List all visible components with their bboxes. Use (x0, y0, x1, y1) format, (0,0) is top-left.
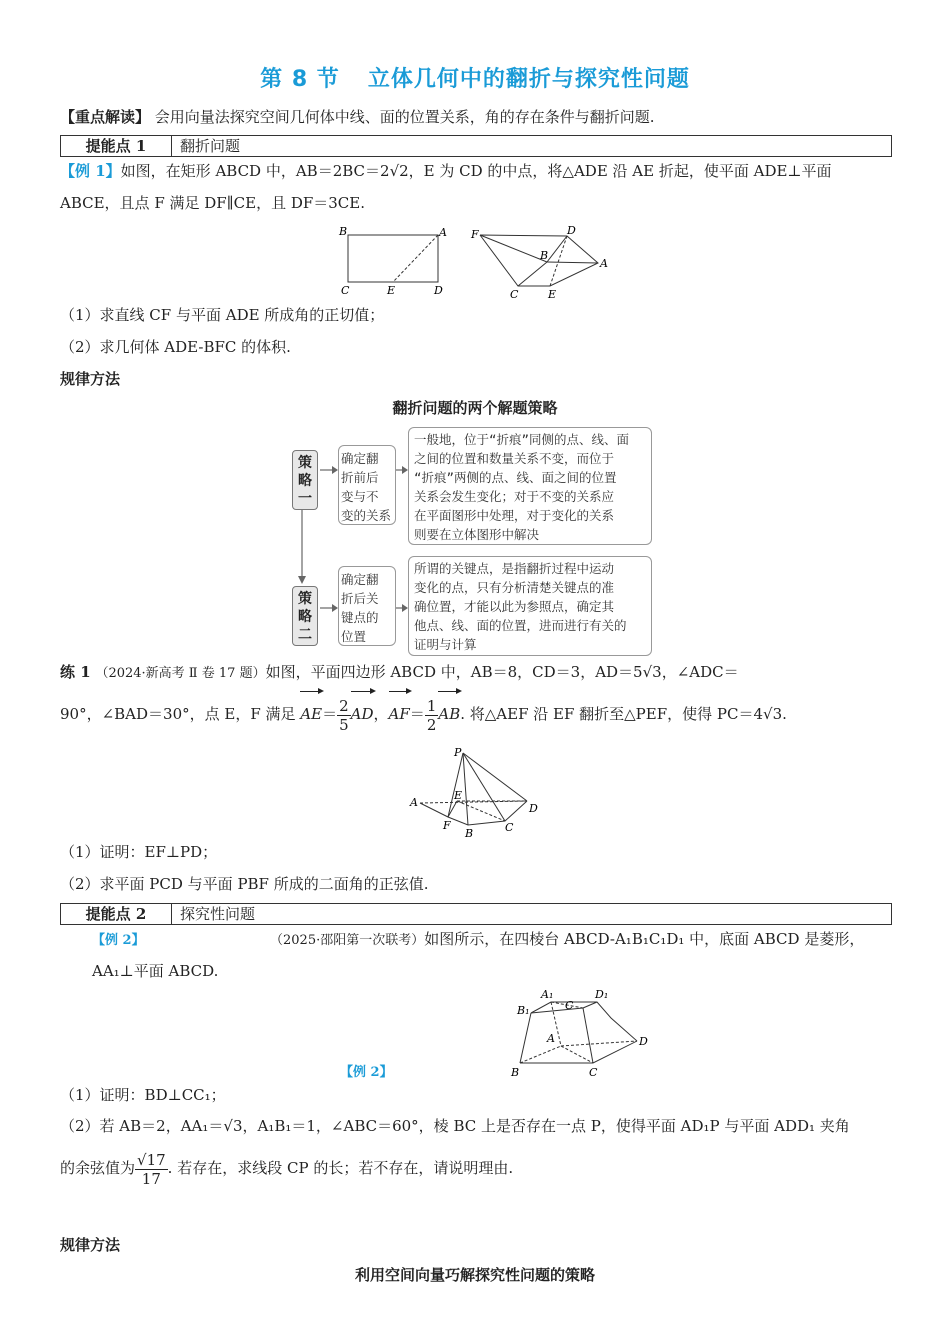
section-name: 立体几何中的翻折与探究性问题 (367, 67, 690, 92)
strategy-1-detail (408, 427, 652, 545)
label-d: D (639, 1035, 648, 1048)
example-1-line-2: ABCE，且点 F 满足 DF∥CE，且 DF＝3CE. (60, 194, 366, 212)
label-d1: D₁ (595, 988, 609, 1001)
focus-text: 会用向量法探究空间几何体中线、面的位置关系，角的存在条件与翻折问题. (154, 108, 655, 126)
vector-ad: AD (351, 694, 374, 734)
example-2-question-2-text-1: 的余弦值为 (60, 1159, 136, 1177)
practice-1-line-1 (60, 662, 739, 684)
fraction-denominator: 2 (426, 715, 437, 734)
practice-1-figure (405, 745, 555, 840)
label-a1: A₁ (541, 988, 554, 1001)
practice-1-line-2: 90°，∠BAD＝30°，点 E，F 满足 AE＝ $\frac{2}{5}$ AD，AF＝ $\frac{1}{2}$ AB. 将△AEF 沿 EF 翻折至△PEF，使得 PC＝4√3. (60, 694, 787, 734)
example-2-figure-caption-text: 【例 2】 (340, 1065, 393, 1080)
label-d: D (529, 802, 538, 815)
method-2-heading: 利用空间向量巧解探究性问题的策略 (354, 1266, 595, 1284)
example-1-figures (335, 222, 625, 304)
strategy-1-tag-char: 一 (298, 491, 312, 507)
label-b: B (339, 225, 348, 238)
strategy-1-tag-char: 策 (298, 455, 312, 471)
focus-line (60, 107, 655, 127)
folded-figure (480, 235, 598, 286)
strategy-1-detail-line: 关系会发生变化；对于不变的关系应 (414, 489, 615, 504)
method-2-label: 规律方法 (60, 1236, 121, 1254)
strategy-2-summary-line: 折后关 (341, 591, 379, 606)
practice-1-text-3: . 将△AEF 沿 EF 翻折至△PEF，使得 PC＝4√3. (460, 705, 787, 723)
example-2-line-1 (270, 929, 864, 951)
strategy-1-detail-line: 则要在立体图形中解决 (414, 527, 540, 542)
example-2-figure-caption (340, 1063, 393, 1083)
vector-ae: AE (300, 694, 322, 734)
strategy-2-tag-char: 略 (298, 609, 312, 625)
strategy-1-detail-line: “折痕”两侧的点、线、面之间的位置 (414, 470, 617, 485)
practice-1-question-1: （1）证明：EF⊥PD； (60, 843, 218, 861)
label-e: E (454, 789, 463, 802)
label-d2: D (567, 224, 576, 237)
label-f: F (471, 228, 479, 241)
fraction-numerator: √17 (137, 1150, 166, 1169)
label-f: F (443, 819, 451, 832)
strategy-2-detail (408, 556, 652, 656)
label-p: P (454, 746, 462, 759)
strategy-1-summary-line: 变的关系 (341, 508, 392, 523)
strategy-2-summary (338, 566, 396, 646)
strategy-1-summary-line: 折前后 (341, 470, 379, 485)
strategy-2-summary-line: 键点的 (341, 610, 379, 625)
fraction-two-fifths (337, 697, 351, 734)
vector-af: AF (389, 694, 410, 734)
fraction-denominator: 5 (339, 715, 349, 734)
strategy-1-summary-line: 变与不 (341, 489, 379, 504)
fraction-denominator: 17 (141, 1169, 161, 1188)
example-1-tag: 【例 1】 (60, 162, 121, 180)
practice-1-text-1: 如图，平面四边形 ABCD 中，AB＝8，CD＝3，AD＝5√3，∠ADC＝ (265, 663, 739, 681)
label-c: C (505, 821, 514, 834)
example-2-text-1: 如图所示，在四棱台 ABCD-A₁B₁C₁D₁ 中，底面 ABCD 是菱形， (424, 930, 865, 948)
label-e2: E (548, 288, 557, 301)
strategy-2-detail-line: 变化的点，只有分析清楚关键点的准 (414, 580, 615, 595)
label-c: C (341, 284, 350, 297)
example-2-question-2-line-2 (60, 1148, 513, 1188)
strategy-1-tag (292, 450, 318, 510)
strategy-1-summary-line: 确定翻 (341, 451, 379, 466)
label-c2: C (510, 288, 519, 301)
strategy-2-detail-line: 所谓的关键点，是指翻折过程中运动 (414, 561, 615, 576)
rectangle-figure (348, 235, 438, 282)
strategy-1-detail-line: 之间的位置和数量关系不变，而位于 (414, 451, 615, 466)
practice-1-question-2: （2）求平面 PCD 与平面 PBF 所成的二面角的正弦值. (60, 875, 429, 893)
label-c1: C (565, 999, 574, 1012)
example-2-question-2-line-1: （2）若 AB＝2，AA₁＝√3，A₁B₁＝1，∠ABC＝60°，棱 BC 上是否存在一点 P，使得平面 AD₁P 与平面 ADD₁ 夹角 (60, 1117, 850, 1135)
fraction-numerator: 2 (339, 696, 349, 715)
example-1-text-1: 如图，在矩形 ABCD 中，AB＝2BC＝2√2，E 为 CD 的中点，将△ADE 沿 AE 折起，使平面 ADE⊥平面 (120, 162, 832, 180)
fraction-numerator: 1 (426, 696, 437, 715)
focus-label: 【重点解读】 (60, 108, 151, 126)
label-a2: A (600, 257, 608, 270)
example-2-source: （2025·邵阳第一次联考） (270, 933, 425, 948)
label-a: A (439, 226, 447, 239)
strategy-2-summary-line: 确定翻 (341, 572, 379, 587)
strategy-2-tag-char: 二 (298, 627, 312, 643)
example-2-line-2: AA₁⊥平面 ABCD. (92, 962, 219, 980)
label-b2: B (540, 249, 549, 262)
strategy-2-detail-line: 确位置，才能以此为参照点，确定其 (414, 599, 615, 614)
key-point-1-header (60, 135, 892, 157)
key-point-2-label: 提能点 2 (61, 904, 172, 924)
example-1-question-1: （1）求直线 CF 与平面 ADE 所成角的正切值； (60, 306, 385, 324)
method-1-label: 规律方法 (60, 370, 121, 388)
key-point-1-label: 提能点 1 (61, 136, 172, 156)
key-point-1-name: 翻折问题 (180, 137, 241, 155)
label-b: B (465, 827, 474, 840)
strategy-1-detail-line: 一般地，位于“折痕”同侧的点、线、面 (414, 432, 630, 447)
fraction-one-half (425, 697, 439, 734)
page-title (0, 62, 950, 93)
example-2-question-1: （1）证明：BD⊥CC₁； (60, 1086, 226, 1104)
label-e: E (387, 284, 396, 297)
key-point-2-header (60, 903, 892, 925)
label-d: D (434, 284, 443, 297)
strategy-2-tag-char: 策 (298, 591, 312, 607)
label-c: C (589, 1066, 598, 1079)
strategy-2-detail-line: 证明与计算 (414, 637, 477, 652)
label-a: A (410, 796, 418, 809)
vector-ab: AB (438, 694, 460, 734)
practice-1-text-2: 90°，∠BAD＝30°，点 E，F 满足 (60, 705, 296, 723)
strategy-2-detail-line: 他点、线、面的位置，进而进行有关的 (414, 618, 627, 633)
example-2-tag-text: 【例 2】 (92, 933, 145, 948)
label-b1: B₁ (517, 1004, 530, 1017)
example-1-question-2: （2）求几何体 ADE-BFC 的体积. (60, 338, 291, 356)
label-b: B (511, 1066, 520, 1079)
strategy-1-detail-line: 在平面图形中处理，对于变化的关系 (414, 508, 615, 523)
label-a: A (547, 1032, 555, 1045)
key-point-2-name: 探究性问题 (180, 905, 256, 923)
practice-1-source: （2024·新高考 Ⅱ 卷 17 题） (95, 666, 266, 681)
example-2-question-2-text-2: . 若存在，求线段 CP 的长；若不存在，请说明理由. (167, 1159, 514, 1177)
example-2-tag (92, 929, 145, 951)
strategy-2-summary-line: 位置 (341, 629, 367, 644)
example-2-figure (505, 985, 665, 1080)
example-1-line-1 (60, 161, 832, 181)
method-1-heading: 翻折问题的两个解题策略 (392, 399, 558, 417)
strategy-1-tag-char: 略 (298, 473, 312, 489)
strategy-2-tag (292, 586, 318, 646)
strategy-1-summary (338, 445, 396, 525)
section-number: 第 8 节 (260, 67, 340, 92)
practice-1-label: 练 1 (60, 663, 91, 681)
fraction-cosine-value (135, 1151, 168, 1188)
